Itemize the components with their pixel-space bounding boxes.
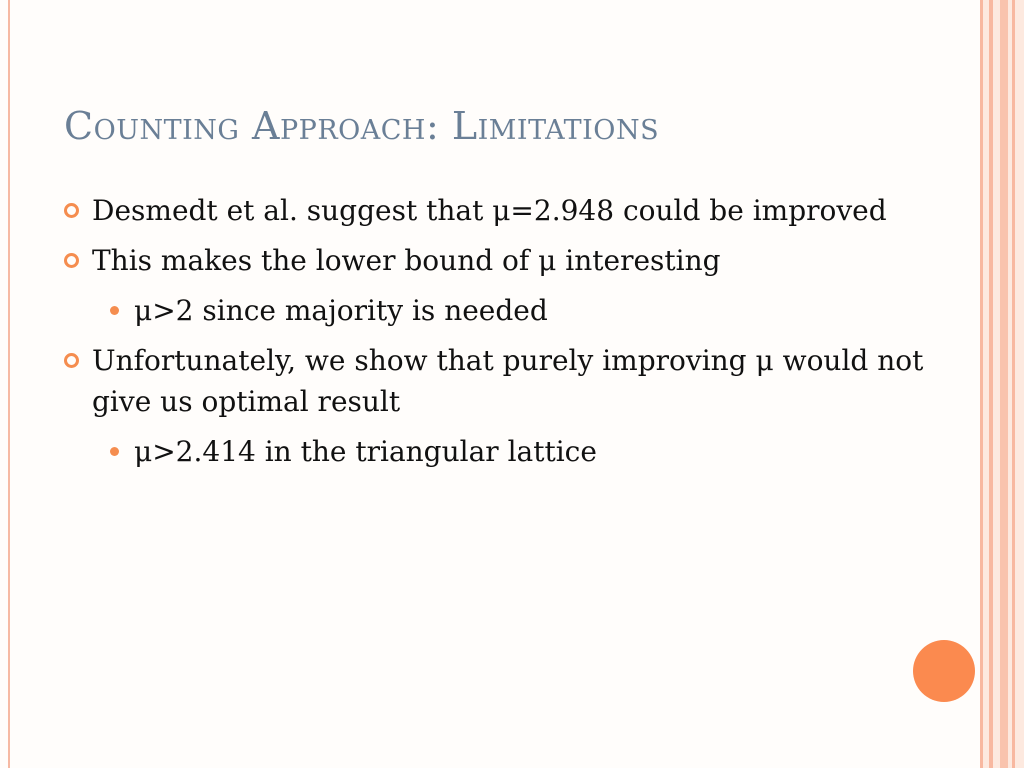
ring-bullet-icon [64, 253, 79, 268]
sub-bullet-item [64, 290, 924, 331]
bullet-list [64, 190, 924, 481]
right-stripe [980, 0, 983, 768]
bullet-item [64, 190, 924, 231]
sub-bullet-text: μ>2.414 in the triangular lattice [134, 435, 597, 468]
ring-bullet-icon [64, 353, 79, 368]
sub-bullet-item [64, 431, 924, 472]
bullet-text: Unfortunately, we show that purely improving μ would not give us optimal result [92, 344, 924, 418]
decorative-circle [913, 640, 975, 702]
bullet-text: This makes the lower bound of μ interesting [92, 244, 721, 277]
dot-bullet-icon [110, 306, 119, 315]
bullet-item [64, 240, 924, 281]
right-stripe [1000, 0, 1008, 768]
slide-title: Counting Approach: Limitations [64, 104, 660, 148]
bullet-item [64, 340, 924, 422]
bullet-text: Desmedt et al. suggest that μ=2.948 could be improved [92, 194, 887, 227]
left-frame-rule [8, 0, 10, 768]
right-stripe [1012, 0, 1015, 768]
right-stripe [989, 0, 993, 768]
sub-bullet-text: μ>2 since majority is needed [134, 294, 548, 327]
ring-bullet-icon [64, 203, 79, 218]
dot-bullet-icon [110, 447, 119, 456]
